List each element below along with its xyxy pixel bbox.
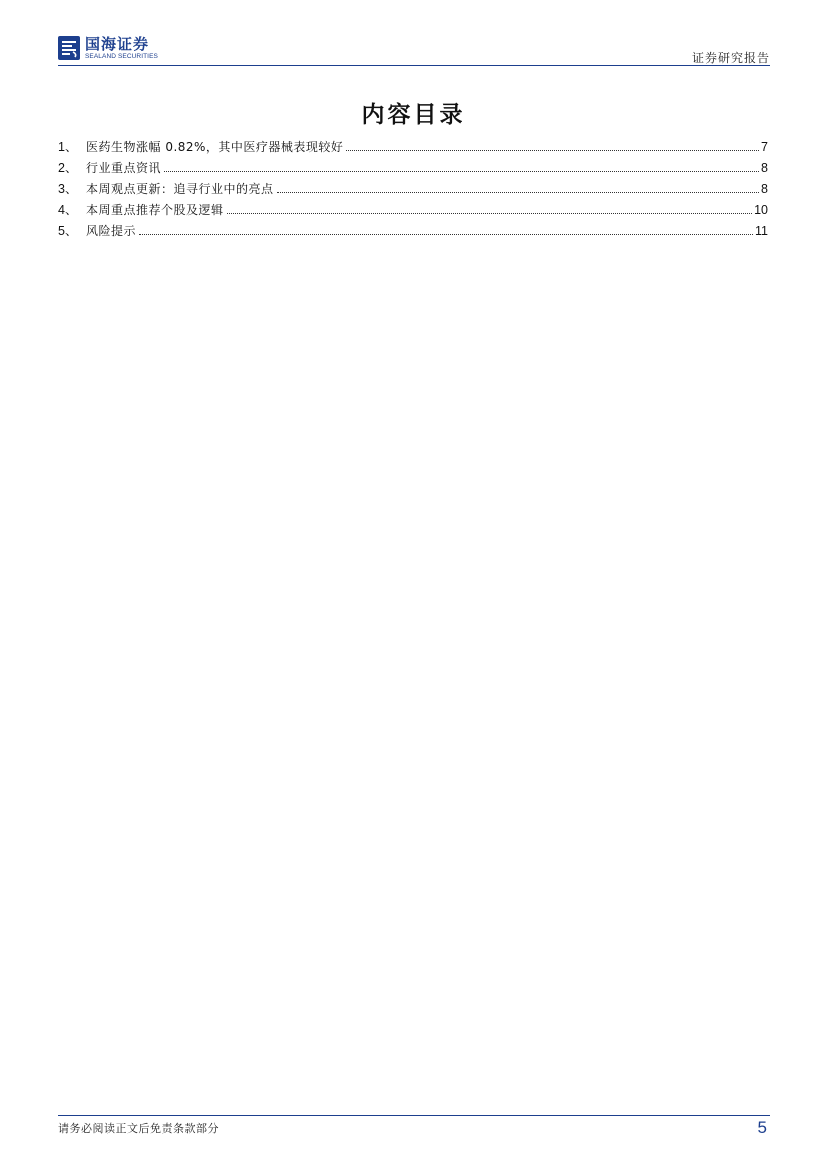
toc-title: 内容目录 xyxy=(361,102,466,128)
table-of-contents xyxy=(58,140,768,245)
logo-company-name-en: SEALAND SECURITIES xyxy=(85,53,158,60)
toc-entry-label[interactable]: 本周观点更新：追寻行业中的亮点 xyxy=(86,182,274,196)
toc-entry[interactable] xyxy=(58,182,768,203)
toc-dot-leader xyxy=(277,191,760,193)
toc-entry[interactable] xyxy=(58,203,768,224)
toc-dot-leader xyxy=(227,212,753,214)
toc-entry[interactable] xyxy=(58,224,768,245)
toc-entry-page[interactable]: 7 xyxy=(761,140,768,154)
toc-entry-page[interactable]: 11 xyxy=(755,224,768,238)
toc-entry-label[interactable]: 本周重点推荐个股及逻辑 xyxy=(86,203,224,217)
logo-company-name-cn: 国海证券 xyxy=(85,35,150,53)
toc-entry-number: 2、 xyxy=(58,161,78,175)
toc-entry-label[interactable]: 医药生物涨幅 0.82%，其中医疗器械表现较好 xyxy=(86,140,344,154)
toc-entry[interactable] xyxy=(58,161,768,182)
toc-dot-leader xyxy=(139,233,753,235)
disclaimer-note: 请务必阅读正文后免责条款部分 xyxy=(58,1122,219,1135)
toc-entry-number: 1、 xyxy=(58,140,78,154)
toc-entry-page[interactable]: 8 xyxy=(761,182,768,196)
page-number: 5 xyxy=(757,1118,767,1137)
header-divider xyxy=(58,65,770,66)
toc-dot-leader xyxy=(346,149,759,151)
toc-entry-number: 5、 xyxy=(58,224,78,238)
toc-entry[interactable] xyxy=(58,140,768,161)
toc-entry-number: 3、 xyxy=(58,182,78,196)
report-type-label: 证券研究报告 xyxy=(691,51,770,65)
toc-entry-page[interactable]: 10 xyxy=(754,203,768,217)
sealand-logo-icon xyxy=(58,36,80,60)
toc-entry-number: 4、 xyxy=(58,203,78,217)
page-header xyxy=(58,34,770,64)
toc-entry-label[interactable]: 行业重点资讯 xyxy=(86,161,162,175)
toc-entry-label[interactable]: 风险提示 xyxy=(86,224,137,238)
toc-dot-leader xyxy=(164,170,759,172)
footer-divider xyxy=(58,1115,770,1116)
toc-entry-page[interactable]: 8 xyxy=(761,161,768,175)
